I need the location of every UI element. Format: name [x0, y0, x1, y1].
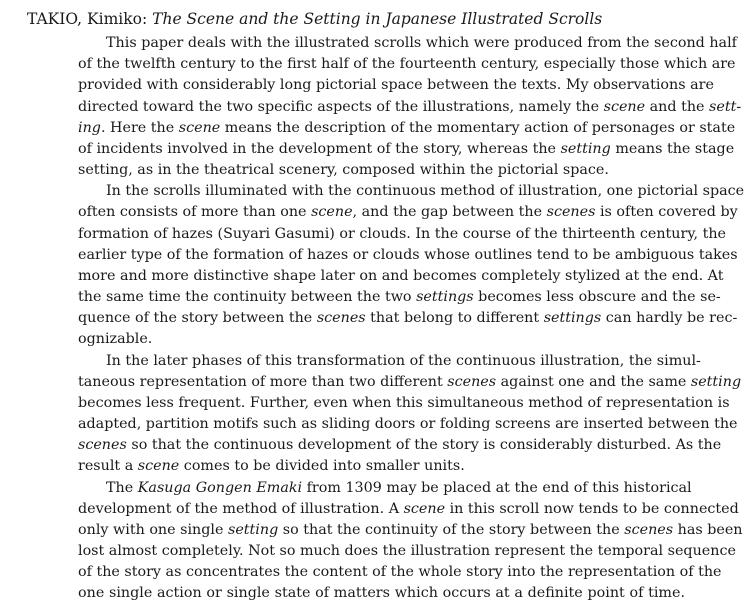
- text-line: of the twelfth century to the first half of the fourteenth century, especially those which are: [78, 56, 736, 73]
- text-line: quence of the story between the scenes that belong to different settings can hardly be rec-: [78, 310, 738, 327]
- text-line: becomes less frequent. Further, even when this simultaneous method of representation is: [78, 394, 730, 411]
- text-line: one single action or single state of matters which occurs at a definite point of time.: [78, 585, 685, 602]
- article-header: [27, 9, 602, 29]
- text-line: directed toward the two specific aspects of the illustrations, namely the scene and the sett-: [78, 98, 742, 115]
- text-line: ing. Here the scene means the description of the momentary action of personages or state: [78, 119, 736, 136]
- text-line: scenes so that the continuous development of the story is considerably disturbed. As the: [78, 437, 722, 454]
- text-line: result a scene comes to be divided into smaller units.: [78, 458, 465, 475]
- text-line: adapted, partition motifs such as sliding doors or folding screens are inserted between the: [78, 416, 738, 433]
- text-line: In the later phases of this transformation of the continuous illustration, the simul-: [106, 352, 701, 369]
- text-line: ognizable.: [78, 331, 153, 348]
- text-line: often consists of more than one scene, and the gap between the scenes is often covered by: [78, 204, 738, 221]
- text-line: In the scrolls illuminated with the continuous method of illustration, one pictorial space: [106, 183, 745, 200]
- text-line: The Kasuga Gongen Emaki from 1309 may be placed at the end of this historical: [106, 479, 692, 496]
- text-line: development of the method of illustration. A scene in this scroll now tends to be connected: [78, 500, 739, 517]
- article-title: The Scene and the Setting in Japanese Illustrated Scrolls: [152, 10, 603, 28]
- header-separator: :: [141, 10, 153, 28]
- text-line: more and more distinctive shape later on and becomes completely stylized at the end. At: [78, 267, 724, 284]
- text-line: of incidents involved in the development of the story, whereas the setting means the stage: [78, 140, 735, 157]
- text-line: of the story as concentrates the content of the whole story into the representation of the: [78, 564, 722, 581]
- text-line: earlier type of the formation of hazes or clouds whose outlines tend to be ambiguous takes: [78, 246, 738, 263]
- text-line: This paper deals with the illustrated scrolls which were produced from the second half: [106, 35, 737, 51]
- text-line: taneous representation of more than two different scenes against one and the same setting: [78, 373, 742, 390]
- text-line: only with one single setting so that the continuity of the story between the scenes has been: [78, 521, 743, 538]
- text-line: formation of hazes (Suyari Gasumi) or clouds. In the course of the thirteenth century, the: [78, 225, 727, 242]
- text-line: setting, as in the theatrical scenery, composed within the pictorial space.: [78, 162, 609, 179]
- author-name: TAKIO, Kimiko: [27, 10, 142, 28]
- text-line: lost almost completely. Not so much does the illustration represent the temporal sequence: [78, 543, 736, 560]
- text-line: the same time the continuity between the two settings becomes less obscure and the se-: [78, 289, 721, 306]
- text-line: provided with considerably long pictorial space between the texts. My observations are: [78, 77, 714, 94]
